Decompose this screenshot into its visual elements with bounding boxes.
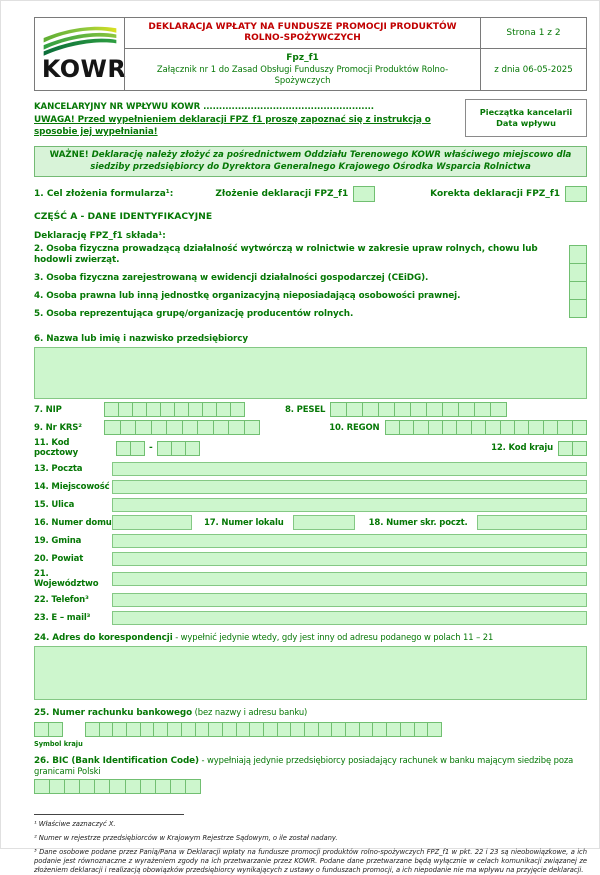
input-cell[interactable] — [514, 420, 529, 435]
input-cell[interactable] — [304, 722, 319, 737]
field-21-label: 21. Województwo — [34, 569, 99, 589]
bank-account-cells[interactable] — [85, 722, 442, 737]
input-cell[interactable] — [116, 441, 131, 456]
row-wojewodztwo — [34, 569, 587, 589]
declarer-type-2: 2. Osoba fizyczna prowadzącą działalność wytwórczą w rolnictwie w zakresie upraw rolnych, chowu lub hodowli zwierząt. — [34, 244, 538, 265]
field-9-label: 9. Nr KRS² — [34, 422, 82, 433]
input-cell[interactable] — [399, 420, 414, 435]
adres-korespondencji-input[interactable] — [34, 646, 587, 700]
input-cell[interactable] — [244, 420, 261, 435]
input-cell[interactable] — [400, 722, 415, 737]
input-cell[interactable] — [49, 779, 65, 794]
row-powiat — [34, 551, 587, 566]
input-cell[interactable] — [372, 722, 387, 737]
field-25-label-rest: (bez nazwy i adresu banku) — [192, 707, 308, 717]
numer-domu-input[interactable] — [112, 515, 192, 530]
row-ulica — [34, 497, 587, 512]
field-11-label: 11. Kod pocztowy — [34, 438, 79, 458]
country-code-cells[interactable] — [558, 441, 587, 456]
input-cell[interactable] — [558, 441, 573, 456]
input-cell[interactable] — [414, 722, 429, 737]
numer-skrytki-input[interactable] — [477, 515, 587, 530]
footnote-separator — [34, 814, 184, 815]
input-cell[interactable] — [386, 722, 401, 737]
input-cell[interactable] — [426, 402, 443, 417]
input-cell[interactable] — [572, 420, 587, 435]
postal-suffix-cells[interactable] — [157, 441, 200, 456]
input-cell[interactable] — [277, 722, 292, 737]
input-cell[interactable] — [318, 722, 333, 737]
important-notice — [34, 146, 587, 177]
input-cell[interactable] — [135, 420, 152, 435]
input-cell[interactable] — [34, 722, 49, 737]
field-7-label: 7. NIP — [34, 404, 62, 415]
field-14-label: 14. Miejscowość — [34, 481, 110, 492]
input-cell[interactable] — [104, 420, 121, 435]
form-date: z dnia 06-05-2025 — [480, 49, 586, 90]
declarer-type-3-checkbox[interactable] — [569, 263, 587, 282]
field-12-label: 12. Kod kraju — [491, 443, 553, 453]
input-cell[interactable] — [104, 402, 119, 417]
field-23-label: 23. E – mail³ — [34, 612, 91, 623]
input-cell[interactable] — [394, 402, 411, 417]
input-cell[interactable] — [157, 441, 172, 456]
gmina-input[interactable] — [112, 534, 587, 548]
stamp-label-2: Data wpływu — [496, 118, 556, 128]
input-cell[interactable] — [171, 441, 186, 456]
postal-prefix-cells[interactable] — [116, 441, 145, 456]
input-cell[interactable] — [170, 779, 186, 794]
input-cell[interactable] — [197, 420, 214, 435]
field-19-label: 19. Gmina — [34, 535, 82, 546]
input-cell[interactable] — [410, 402, 427, 417]
field-18-label: 18. Numer skr. poczt. — [368, 517, 468, 528]
footnote-3: ³ Dane osobowe podane przez Panią/Pana w Deklaracji wpłaty na fundusze promocji produktów rolno-spożywczych FPZ_f1 w pkt. 22 i 23 są nieobowiązkowe, a ich podanie jest równoznaczne z wyrażeniem zgody na ich przetwarzanie przez KOWR. Podane dane przetwarzane będą wyłącznie w celach komunikacji związanej ze złożeniem deklaracji i realizacją obowiązków przedsiębiorcy wynikających z ustawy o funduszach promocji, a ich niepodanie nie ma wpływu na przyjęcie deklaracji. — [34, 848, 587, 874]
input-cell[interactable] — [94, 779, 110, 794]
input-cell[interactable] — [474, 402, 491, 417]
instruction-warning: UWAGA! Przed wypełnieniem deklaracji FPZ_f1 proszę zapoznać się z instrukcją o sposobie jej wypełniania! — [34, 115, 431, 137]
row-poczta — [34, 461, 587, 476]
input-cell[interactable] — [126, 722, 141, 737]
postal-dash: - — [149, 443, 153, 453]
ulica-input[interactable] — [112, 498, 587, 512]
row-rachunek — [34, 722, 587, 737]
input-cell[interactable] — [359, 722, 374, 737]
important-notice-text: Deklarację należy złożyć za pośrednictwem Oddziału Terenowego KOWR właściwego miejscowo dla siedziby przedsiębiorcy do Dyrektora Generalnego Krajowego Ośrodka Wsparcia Rolnictwa — [90, 150, 572, 172]
submit-checkbox[interactable] — [353, 186, 375, 202]
input-cell[interactable] — [160, 402, 175, 417]
input-cell[interactable] — [185, 779, 201, 794]
bic-cells[interactable] — [34, 779, 201, 794]
krs-cells[interactable] — [104, 420, 260, 435]
pesel-cells[interactable] — [330, 402, 507, 417]
purpose-option-correction: Korekta deklaracji FPZ_f1 — [430, 189, 560, 199]
input-cell[interactable] — [471, 420, 486, 435]
field-22-label: 22. Telefon³ — [34, 594, 89, 605]
input-cell[interactable] — [146, 402, 161, 417]
row-telefon — [34, 592, 587, 607]
input-cell[interactable] — [458, 402, 475, 417]
input-cell[interactable] — [48, 722, 63, 737]
input-cell[interactable] — [79, 779, 95, 794]
input-cell[interactable] — [362, 402, 379, 417]
correction-checkbox[interactable] — [565, 186, 587, 202]
input-cell[interactable] — [385, 420, 400, 435]
input-cell[interactable] — [222, 722, 237, 737]
footnote-2: ² Numer w rejestrze przedsiębiorców w Krajowym Rejestrze Sądowym, o ile został nadany. — [34, 834, 338, 842]
input-cell[interactable] — [228, 420, 245, 435]
input-cell[interactable] — [378, 402, 395, 417]
input-cell[interactable] — [155, 779, 171, 794]
row-numery — [34, 515, 587, 530]
field-17-label: 17. Numer lokalu — [204, 517, 284, 528]
name-input[interactable] — [34, 347, 587, 399]
svg-text:KOWR: KOWR — [41, 55, 126, 84]
input-cell[interactable] — [263, 722, 278, 737]
input-cell[interactable] — [188, 402, 203, 417]
declarer-types — [34, 244, 587, 327]
input-cell[interactable] — [249, 722, 264, 737]
field-24-label-rest: - wypełnić jedynie wtedy, gdy jest inny od adresu podanego w polach 11 – 21 — [172, 632, 494, 642]
kowr-logo — [35, 18, 124, 90]
powiat-input[interactable] — [112, 552, 587, 566]
form-header — [34, 17, 587, 91]
input-cell[interactable] — [528, 420, 543, 435]
input-cell[interactable] — [490, 402, 507, 417]
input-cell[interactable] — [185, 441, 200, 456]
input-cell[interactable] — [230, 402, 245, 417]
row-email — [34, 610, 587, 625]
row-postal-country — [34, 438, 587, 458]
telefon-input[interactable] — [112, 593, 587, 607]
field-25-label-bold: 25. Numer rachunku bankowego — [34, 708, 193, 718]
input-cell[interactable] — [153, 722, 168, 737]
wojewodztwo-input[interactable] — [112, 572, 587, 586]
purpose-row — [34, 186, 587, 202]
stamp-box — [465, 99, 587, 137]
form-code-block — [124, 49, 480, 90]
regon-cells[interactable] — [385, 420, 587, 435]
input-cell[interactable] — [140, 779, 156, 794]
field-6-label: 6. Nazwa lub imię i nazwisko przedsiębiorcy — [34, 334, 249, 344]
important-notice-lead: WAŻNE! — [49, 150, 89, 160]
input-cell[interactable] — [330, 402, 347, 417]
input-cell[interactable] — [485, 420, 500, 435]
miejscowosc-input[interactable] — [112, 480, 587, 494]
field-26-label-rest: - wypełniają jedynie przedsiębiorcy posiadający rachunek w banku mającym siedzibę poza granicami Polski — [34, 755, 574, 776]
input-cell[interactable] — [557, 420, 572, 435]
field-20-label: 20. Powiat — [34, 553, 84, 564]
section-a-heading: CZĘŚĆ A - DANE IDENTYFIKACYJNE — [34, 211, 213, 222]
input-cell[interactable] — [99, 722, 114, 737]
footnote-1: ¹ Właściwe zaznaczyć X. — [34, 820, 116, 828]
field-24-label — [34, 632, 587, 643]
row-miejscowosc — [34, 479, 587, 494]
input-cell[interactable] — [236, 722, 251, 737]
purpose-label: 1. Cel złożenia formularza¹: — [34, 189, 174, 199]
input-cell[interactable] — [125, 779, 141, 794]
input-cell[interactable] — [167, 722, 182, 737]
purpose-option-submit: Złożenie deklaracji FPZ_f1 — [215, 189, 349, 199]
input-cell[interactable] — [456, 420, 471, 435]
input-cell[interactable] — [140, 722, 155, 737]
form-subtitle: Załącznik nr 1 do Zasad Obsługi Funduszy Promocji Produktów Rolno-Spożywczych — [156, 64, 449, 85]
input-cell[interactable] — [202, 402, 217, 417]
declarer-type-5-checkbox[interactable] — [569, 299, 587, 318]
row-nip-pesel — [34, 402, 587, 417]
form-title: DEKLARACJA WPŁATY NA FUNDUSZE PROMOCJI PRODUKTÓW ROLNO-SPOŻYWCZYCH — [124, 18, 480, 49]
input-cell[interactable] — [34, 779, 50, 794]
field-8-label: 8. PESEL — [285, 404, 326, 415]
input-cell[interactable] — [346, 402, 363, 417]
bank-country-cells[interactable] — [34, 722, 63, 737]
input-cell[interactable] — [166, 420, 183, 435]
row-bic — [34, 779, 587, 794]
input-cell[interactable] — [500, 420, 515, 435]
registry-number-line: KANCELARYJNY NR WPŁYWU KOWR ...................................................... — [34, 102, 374, 112]
input-cell[interactable] — [109, 779, 125, 794]
input-cell[interactable] — [174, 402, 189, 417]
input-cell[interactable] — [543, 420, 558, 435]
field-24-label-bold: 24. Adres do korespondencji — [34, 633, 173, 643]
poczta-input[interactable] — [112, 462, 587, 476]
input-cell[interactable] — [120, 420, 137, 435]
input-cell[interactable] — [151, 420, 168, 435]
field-26-label-bold: 26. BIC (Bank Identification Code) — [34, 756, 199, 766]
declarer-type-5: 5. Osoba reprezentująca grupę/organizację producentów rolnych. — [34, 309, 354, 319]
input-cell[interactable] — [216, 402, 231, 417]
input-cell[interactable] — [442, 402, 459, 417]
input-cell[interactable] — [290, 722, 305, 737]
field-16-label: 16. Numer domu — [34, 517, 112, 528]
input-cell[interactable] — [132, 402, 147, 417]
input-cell[interactable] — [181, 722, 196, 737]
kowr-logo-icon — [41, 27, 126, 84]
declarer-type-2-checkbox[interactable] — [569, 245, 587, 264]
input-cell[interactable] — [112, 722, 127, 737]
input-cell[interactable] — [118, 402, 133, 417]
input-cell[interactable] — [130, 441, 145, 456]
input-cell[interactable] — [413, 420, 428, 435]
row-krs-regon — [34, 420, 587, 435]
input-cell[interactable] — [345, 722, 360, 737]
numer-lokalu-input[interactable] — [293, 515, 355, 530]
input-cell[interactable] — [442, 420, 457, 435]
form-code: Fpz_f1 — [286, 53, 319, 63]
input-cell[interactable] — [572, 441, 587, 456]
declarer-type-4: 4. Osoba prawna lub inną jednostkę organizacyjną nieposiadającą osobowości prawnej. — [34, 291, 461, 301]
field-15-label: 15. Ulica — [34, 499, 75, 510]
footnotes — [34, 814, 587, 875]
declarer-type-3: 3. Osoba fizyczna zarejestrowaną w ewidencji działalności gospodarczej (CEiDG). — [34, 273, 429, 283]
input-cell[interactable] — [85, 722, 100, 737]
input-cell[interactable] — [331, 722, 346, 737]
row-gmina — [34, 533, 587, 548]
input-cell[interactable] — [428, 420, 443, 435]
symbol-kraju-label: Symbol kraju — [34, 740, 83, 748]
input-cell[interactable] — [195, 722, 210, 737]
input-cell[interactable] — [427, 722, 442, 737]
field-13-label: 13. Poczta — [34, 463, 83, 474]
input-cell[interactable] — [182, 420, 199, 435]
field-10-label: 10. REGON — [329, 422, 380, 433]
field-25-label — [34, 707, 587, 718]
field-26-label — [34, 755, 587, 777]
declarer-label: Deklarację FPZ_f1 składa¹: — [34, 231, 166, 241]
declarer-type-4-checkbox[interactable] — [569, 281, 587, 300]
nip-cells[interactable] — [104, 402, 245, 417]
office-section — [34, 101, 587, 138]
input-cell[interactable] — [208, 722, 223, 737]
email-input[interactable] — [112, 611, 587, 625]
input-cell[interactable] — [64, 779, 80, 794]
stamp-label-1: Pieczątka kancelarii — [479, 107, 573, 117]
input-cell[interactable] — [213, 420, 230, 435]
page-number: Strona 1 z 2 — [480, 18, 586, 49]
